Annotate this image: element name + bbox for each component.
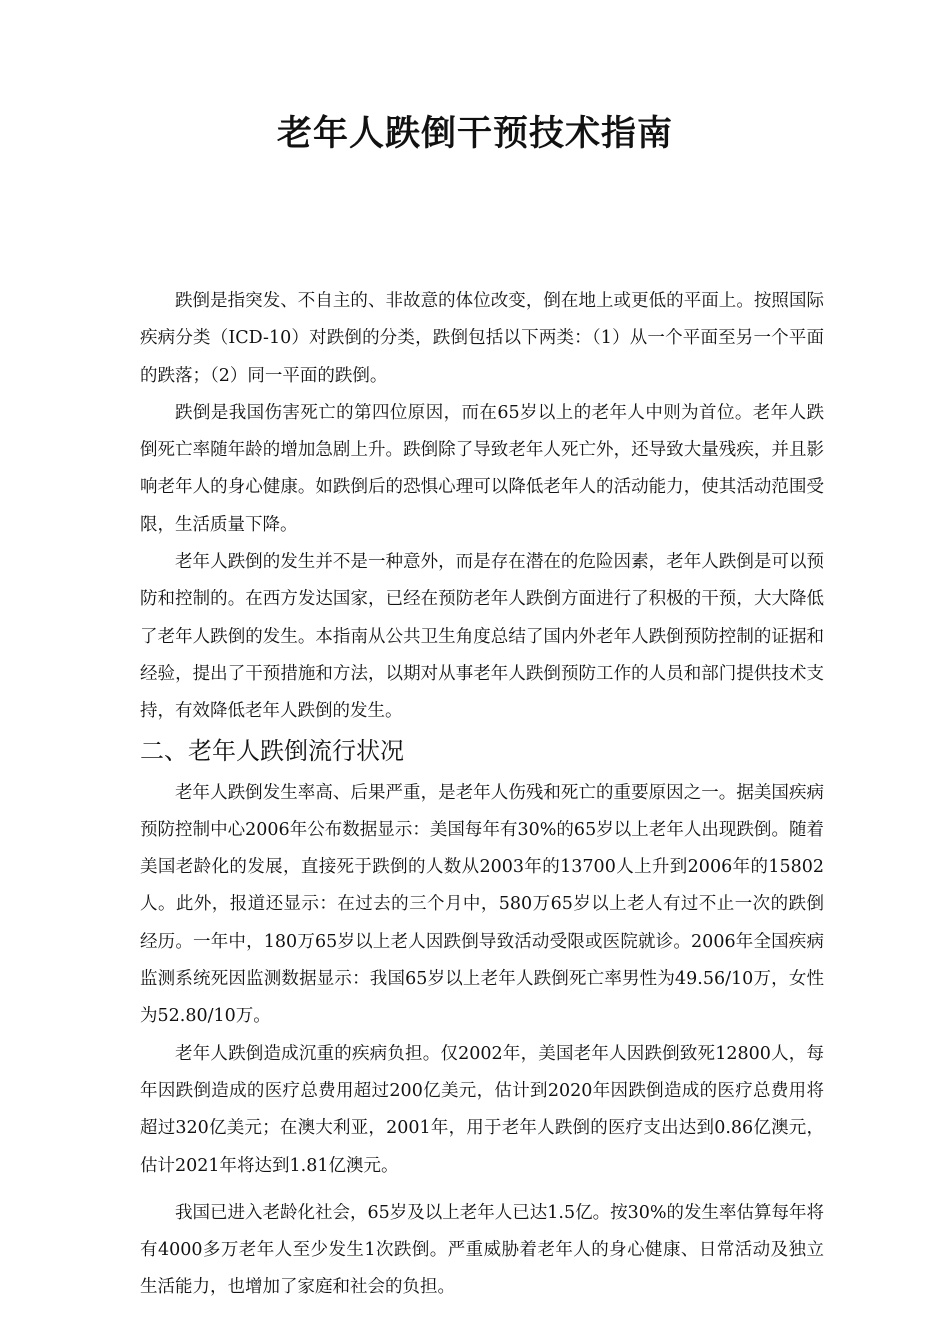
intro-paragraph-3: 老年人跌倒的发生并不是一种意外，而是存在潜在的危险因素，老年人跌倒是可以预防和控制的。在西方发达国家，已经在预防老年人跌倒方面进行了积极的干预，大大降低了老年人跌倒的发生。本指南从公共卫生角度总结了国内外老年人跌倒预防控制的证据和经验，提出了干预措施和方法，以期对从事老年人跌倒预防工作的人员和部门提供技术支持，有效降低老年人跌倒的发生。	[140, 552, 824, 722]
intro-paragraph-2: 跌倒是我国伤害死亡的第四位原因，而在65岁以上的老年人中则为首位。老年人跌倒死亡率随年龄的增加急剧上升。跌倒除了导致老年人死亡外，还导致大量残疾，并且影响老年人的身心健康。如跌倒后的恐惧心理可以降低老年人的活动能力，使其活动范围受限，生活质量下降。	[140, 402, 824, 535]
intro-paragraph-1: 跌倒是指突发、不自主的、非故意的体位改变，倒在地上或更低的平面上。按照国际疾病分类（ICD-10）对跌倒的分类，跌倒包括以下两类：（1）从一个平面至另一个平面的跌落；（2）同一平面的跌倒。	[140, 291, 824, 386]
document-title: 老年人跌倒干预技术指南	[276, 114, 673, 154]
section-paragraph-1: 老年人跌倒发生率高、后果严重，是老年人伤残和死亡的重要原因之一。据美国疾病预防控制中心2006年公布数据显示：美国每年有30%的65岁以上老年人出现跌倒。随着美国老龄化的发展，直接死于跌倒的人数从2003年的13700人上升到2006年的15802人。此外，报道还显示：在过去的三个月中，580万65岁以上老人有过不止一次的跌倒经历。一年中，180万65岁以上老人因跌倒导致活动受限或医院就诊。2006年全国疾病监测系统死因监测数据显示：我国65岁以上老年人跌倒死亡率男性为49.56/10万，女性为52.80/10万。	[140, 782, 824, 1027]
section-heading: 二、老年人跌倒流行状况	[140, 736, 404, 765]
section-paragraph-3: 我国已进入老龄化社会，65岁及以上老年人已达1.5亿。按30%的发生率估算每年将有4000多万老年人至少发生1次跌倒。严重威胁着老年人的身心健康、日常活动及独立生活能力，也增加了家庭和社会的负担。	[140, 1202, 824, 1298]
document-body	[140, 283, 824, 1307]
section-paragraph-2: 老年人跌倒造成沉重的疾病负担。仅2002年，美国老年人因跌倒致死12800人，每年因跌倒造成的医疗总费用超过200亿美元，估计到2020年因跌倒造成的医疗总费用将超过320亿美元；在澳大利亚，2001年，用于老年人跌倒的医疗支出达到0.86亿澳元，估计2021年将达到1.81亿澳元。	[140, 1043, 824, 1176]
